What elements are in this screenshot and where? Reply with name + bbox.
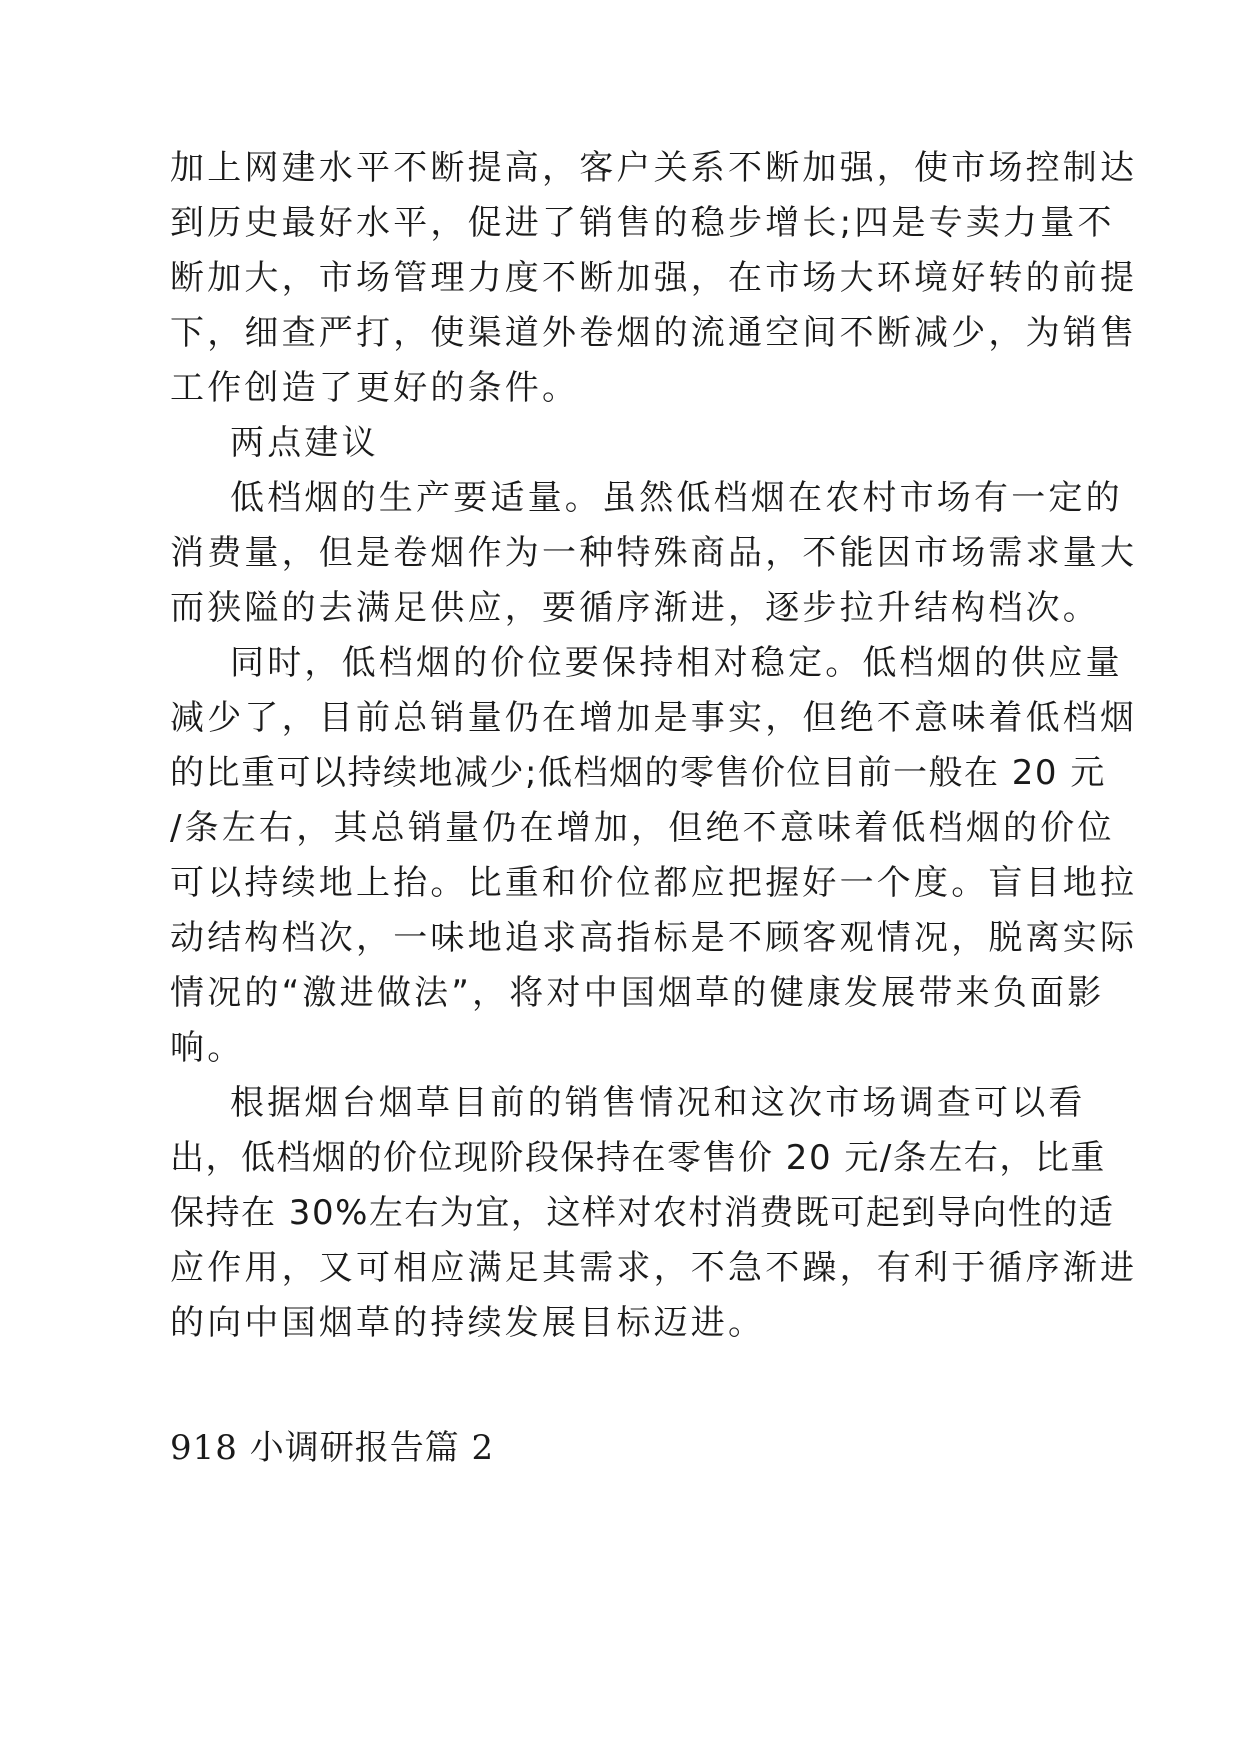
- section-heading: 918 小调研报告篇 2: [170, 1428, 495, 1468]
- paragraph-3-line-7: 情况的“激进做法”，将对中国烟草的健康发展带来负面影: [170, 973, 1105, 1013]
- paragraph-1-line-2: 到历史最好水平，促进了销售的稳步增长;四是专卖力量不: [170, 203, 1115, 243]
- paragraph-4-line-4: 应作用，又可相应满足其需求，不急不躁，有利于循序渐进: [170, 1248, 1138, 1288]
- paragraph-3-line-6: 动结构档次，一味地追求高指标是不顾客观情况，脱离实际: [170, 918, 1138, 958]
- paragraph-4-line-1: 根据烟台烟草目前的销售情况和这次市场调查可以看: [230, 1083, 1086, 1123]
- paragraph-3-line-4: /条左右，其总销量仍在增加，但绝不意味着低档烟的价位: [170, 808, 1115, 848]
- paragraph-4-line-2: 出，低档烟的价位现阶段保持在零售价 20 元/条左右，比重: [170, 1138, 1106, 1178]
- paragraph-3-line-1: 同时，低档烟的价位要保持相对稳定。低档烟的供应量: [230, 643, 1123, 683]
- paragraph-2-line-3: 而狭隘的去满足供应，要循序渐进，逐步拉升结构档次。: [170, 588, 1100, 628]
- subheading: 两点建议: [230, 423, 379, 463]
- paragraph-1-line-1: 加上网建水平不断提高，客户关系不断加强，使市场控制达: [170, 148, 1138, 188]
- paragraph-2-line-2: 消费量，但是卷烟作为一种特殊商品，不能因市场需求量大: [170, 533, 1138, 573]
- paragraph-4-line-3: 保持在 30%左右为宜，这样对农村消费既可起到导向性的适: [170, 1193, 1115, 1233]
- paragraph-4-line-5: 的向中国烟草的持续发展目标迈进。: [170, 1303, 766, 1343]
- paragraph-3-line-5: 可以持续地上抬。比重和价位都应把握好一个度。盲目地拉: [170, 863, 1138, 903]
- paragraph-1-line-4: 下，细查严打，使渠道外卷烟的流通空间不断减少，为销售: [170, 313, 1138, 353]
- paragraph-1-line-5: 工作创造了更好的条件。: [170, 368, 580, 408]
- paragraph-3-line-3: 的比重可以持续地减少;低档烟的零售价位目前一般在 20 元: [170, 753, 1106, 793]
- paragraph-3-line-8: 响。: [170, 1028, 245, 1068]
- paragraph-1-line-3: 断加大，市场管理力度不断加强，在市场大环境好转的前提: [170, 258, 1138, 298]
- paragraph-2-line-1: 低档烟的生产要适量。虽然低档烟在农村市场有一定的: [230, 478, 1123, 518]
- paragraph-3-line-2: 减少了，目前总销量仍在增加是事实，但绝不意味着低档烟: [170, 698, 1138, 738]
